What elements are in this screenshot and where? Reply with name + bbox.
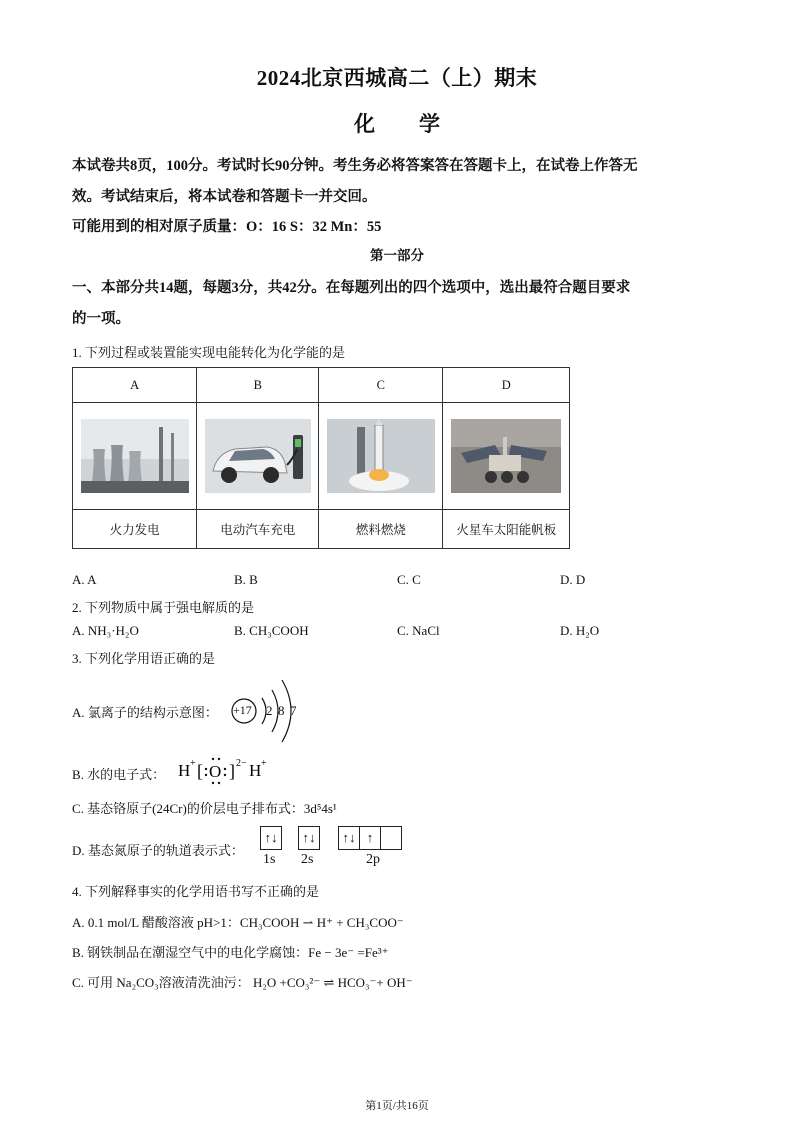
intro-line-1: 本试卷共8页，100分。考试时长90分钟。考生务必将答案答在答题卡上，在试卷上作答无 xyxy=(72,158,638,174)
q3-c-text: C. 基态铬原子(24Cr)的价层电子排布式：3d⁵4s¹ xyxy=(72,801,337,816)
q2-stem: 2. 下列物质中属于强电解质的是 xyxy=(72,600,255,615)
section-line-1: 一、本部分共14题，每题3分，共42分。在每题列出的四个选项中，选出最符合题目要求 xyxy=(72,280,631,296)
subject-title xyxy=(0,108,794,138)
page-footer: 第1页/共16页 xyxy=(365,1100,429,1112)
electric-car-charging-photo xyxy=(197,403,319,510)
q4-stem: 4. 下列解释事实的化学用语书写不正确的是 xyxy=(72,884,320,899)
svg-text:]: ] xyxy=(229,761,235,781)
subject-char-2: 学 xyxy=(419,112,440,136)
label-2p: 2p xyxy=(366,852,380,867)
svg-text:[: [ xyxy=(197,761,203,781)
svg-text:+: + xyxy=(190,758,196,769)
mars-rover-photo xyxy=(443,403,570,510)
q1-label-b: 电动汽车充电 xyxy=(197,510,319,549)
part-heading: 第一部分 xyxy=(370,248,424,263)
water-electron-formula xyxy=(176,754,266,788)
shell-3-count: 7 xyxy=(290,703,297,718)
q4-choice-b: B. 钢铁制品在潮湿空气中的电化学腐蚀：Fe − 3e⁻ =Fe³⁺ xyxy=(72,945,389,960)
intro-line-2: 效。考试结束后，将本试卷和答题卡一并交回。 xyxy=(72,189,377,205)
q1-label-c: 燃料燃烧 xyxy=(319,510,443,549)
label-1s: 1s xyxy=(263,852,276,867)
q3-stem: 3. 下列化学用语正确的是 xyxy=(72,651,216,666)
orbital-2s: ↑↓ xyxy=(298,826,320,850)
q4-choice-c: C. 可用 Na₂CO₃溶液清洗油污： H₂O +CO₃²⁻ ⇌ HCO₃⁻+ OH⁻ xyxy=(72,975,413,990)
q1-stem: 1. 下列过程或装置能实现电能转化为化学能的是 xyxy=(72,345,346,360)
q1-choice-c: C. C xyxy=(397,572,421,587)
q2-choice-d: D. H₂O xyxy=(560,623,600,638)
svg-text:O: O xyxy=(209,762,222,781)
q4-choice-a: A. 0.1 mol/L 醋酸溶液 pH>1：CH₃COOH ⇀ H⁺ + CH₃COO⁻ xyxy=(72,915,404,930)
subject-char-1: 化 xyxy=(354,112,375,136)
rocket-launch-photo xyxy=(319,403,443,510)
q3-b-text: B. 水的电子式： xyxy=(72,767,166,782)
q1-header-c: C xyxy=(319,368,443,403)
svg-text:H: H xyxy=(178,761,191,780)
q1-choice-a: A. A xyxy=(72,572,97,587)
q2-choice-b: B. CH₃COOH xyxy=(234,623,309,638)
atomic-mass-line: 可能用到的相对原子质量：O：16 S：32 Mn：55 xyxy=(72,219,382,235)
q1-header-a: A xyxy=(73,368,197,403)
q1-choice-d: D. D xyxy=(560,572,586,587)
q1-header-d: D xyxy=(443,368,570,403)
label-2s: 2s xyxy=(301,852,314,867)
page-title: 2024北京西城高二（上）期末 xyxy=(256,66,538,90)
svg-text:H: H xyxy=(249,761,262,780)
shell-2-count: 8 xyxy=(278,703,285,718)
q1-header-b: B xyxy=(197,368,319,403)
q3-a-text: A. 氯离子的结构示意图： xyxy=(72,705,218,720)
svg-text:+: + xyxy=(261,758,267,769)
q1-options-table xyxy=(72,367,570,549)
q2-choice-c: C. NaCl xyxy=(397,623,440,638)
q1-choice-b: B. B xyxy=(234,572,258,587)
q3-d-text: D. 基态氮原子的轨道表示式： xyxy=(72,843,244,858)
orbital-1s: ↑↓ xyxy=(260,826,282,850)
nitrogen-orbital-diagram xyxy=(258,826,428,872)
shell-1-count: 2 xyxy=(266,703,273,718)
orbital-2p: ↑↓ ↑ xyxy=(338,826,402,850)
q1-label-d: 火星车太阳能帆板 xyxy=(443,510,570,549)
q1-label-a: 火力发电 xyxy=(73,510,197,549)
nucleus-charge: +17 xyxy=(233,703,252,717)
svg-text:2−: 2− xyxy=(236,758,247,769)
q2-choice-a: A. NH₃·H₂O xyxy=(72,623,139,638)
power-plant-photo xyxy=(73,403,197,510)
section-line-2: 的一项。 xyxy=(72,311,130,327)
chloride-structure-diagram xyxy=(226,676,316,746)
